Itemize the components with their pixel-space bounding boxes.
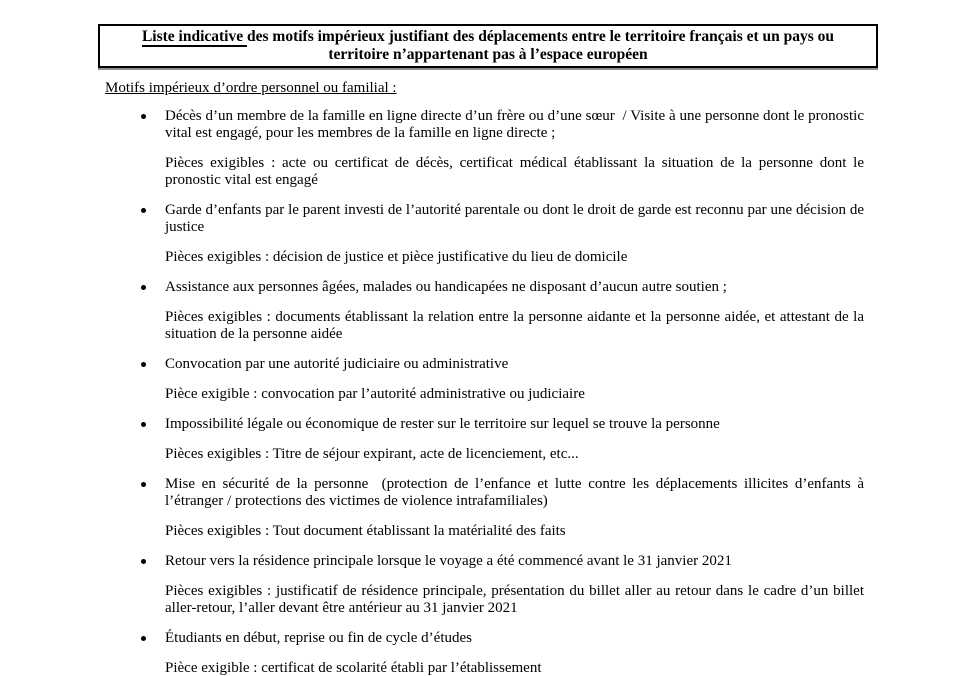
bullet-icon: [141, 208, 146, 213]
motif-text: [165, 202, 864, 236]
motif-label: Mise en sécurité de la personne (protection de l’enfance et lutte contre les déplacements illicites d’enfants à l’étranger / protections des victimes de violence intrafamiliales): [165, 476, 864, 509]
list-item: [165, 630, 864, 676]
list-item: [165, 202, 864, 266]
list-item: [165, 279, 864, 343]
bullet-icon: [141, 362, 146, 367]
motif-label: Décès d’un membre de la famille en ligne directe d’un frère ou d’une sœur / Visite à une personne dont le pronostic vital est engagé, pour les membres de la famille en ligne directe ;: [165, 108, 864, 141]
motif-label: Retour vers la résidence principale lorsque le voyage a été commencé avant le 31 janvier 2021: [165, 553, 732, 569]
pieces-text: Pièces exigibles : Tout document établissant la matérialité des faits: [165, 523, 566, 539]
motif-text: [165, 356, 864, 373]
pieces-text: Pièces exigibles : justificatif de résidence principale, présentation du billet aller au retour dans le cadre d’un billet aller-retour, l’aller devant être antérieur au 31 janvier 2021: [165, 583, 864, 616]
list-item: [165, 553, 864, 617]
section-heading: Motifs impérieux d’ordre personnel ou familial :: [105, 80, 397, 96]
bullet-icon: [141, 285, 146, 290]
pieces-text: Pièces exigibles : documents établissant la relation entre la personne aidante et la personne aidée, et attestant de la situation de la personne aidée: [165, 309, 864, 342]
bullet-icon: [141, 482, 146, 487]
motifs-list: [98, 108, 878, 676]
motif-label: Assistance aux personnes âgées, malades ou handicapées ne disposant d’aucun autre soutien ;: [165, 279, 727, 295]
bullet-icon: [141, 114, 146, 119]
motif-label: Convocation par une autorité judiciaire ou administrative: [165, 356, 509, 372]
bullet-icon: [141, 636, 146, 641]
motif-label: Garde d’enfants par le parent investi de l’autorité parentale ou dont le droit de garde est reconnu par une décision de justice: [165, 202, 864, 235]
motif-text: [165, 630, 864, 647]
list-item: [165, 108, 864, 189]
pieces-text: Pièces exigibles : Titre de séjour expirant, acte de licenciement, etc...: [165, 446, 579, 462]
motif-label: Étudiants en début, reprise ou fin de cycle d’études: [165, 630, 472, 646]
motif-label: Impossibilité légale ou économique de rester sur le territoire sur lequel se trouve la personne: [165, 416, 720, 432]
motif-text: [165, 553, 864, 570]
motif-text: [165, 108, 864, 142]
title-rest: des motifs impérieux justifiant des déplacements entre le territoire français et un pays ou territoire n’appartenant pas à l’espace européen: [247, 28, 835, 63]
pieces-text: Pièces exigibles : décision de justice et pièce justificative du lieu de domicile: [165, 249, 628, 265]
motif-text: [165, 416, 864, 433]
motif-text: [165, 279, 864, 296]
bullet-icon: [141, 422, 146, 427]
list-item: [165, 476, 864, 540]
title-lead: Liste indicative: [141, 28, 247, 45]
bullet-icon: [141, 559, 146, 564]
document-title-box: [98, 24, 878, 68]
pieces-text: Pièce exigible : certificat de scolarité établi par l’établissement: [165, 660, 542, 676]
pieces-text: Pièces exigibles : acte ou certificat de décès, certificat médical établissant la situation de la personne dont le pronostic vital est engagé: [165, 155, 864, 188]
list-item: [165, 416, 864, 463]
pieces-text: Pièce exigible : convocation par l’autorité administrative ou judiciaire: [165, 386, 585, 402]
list-item: [165, 356, 864, 403]
motif-text: [165, 476, 864, 510]
